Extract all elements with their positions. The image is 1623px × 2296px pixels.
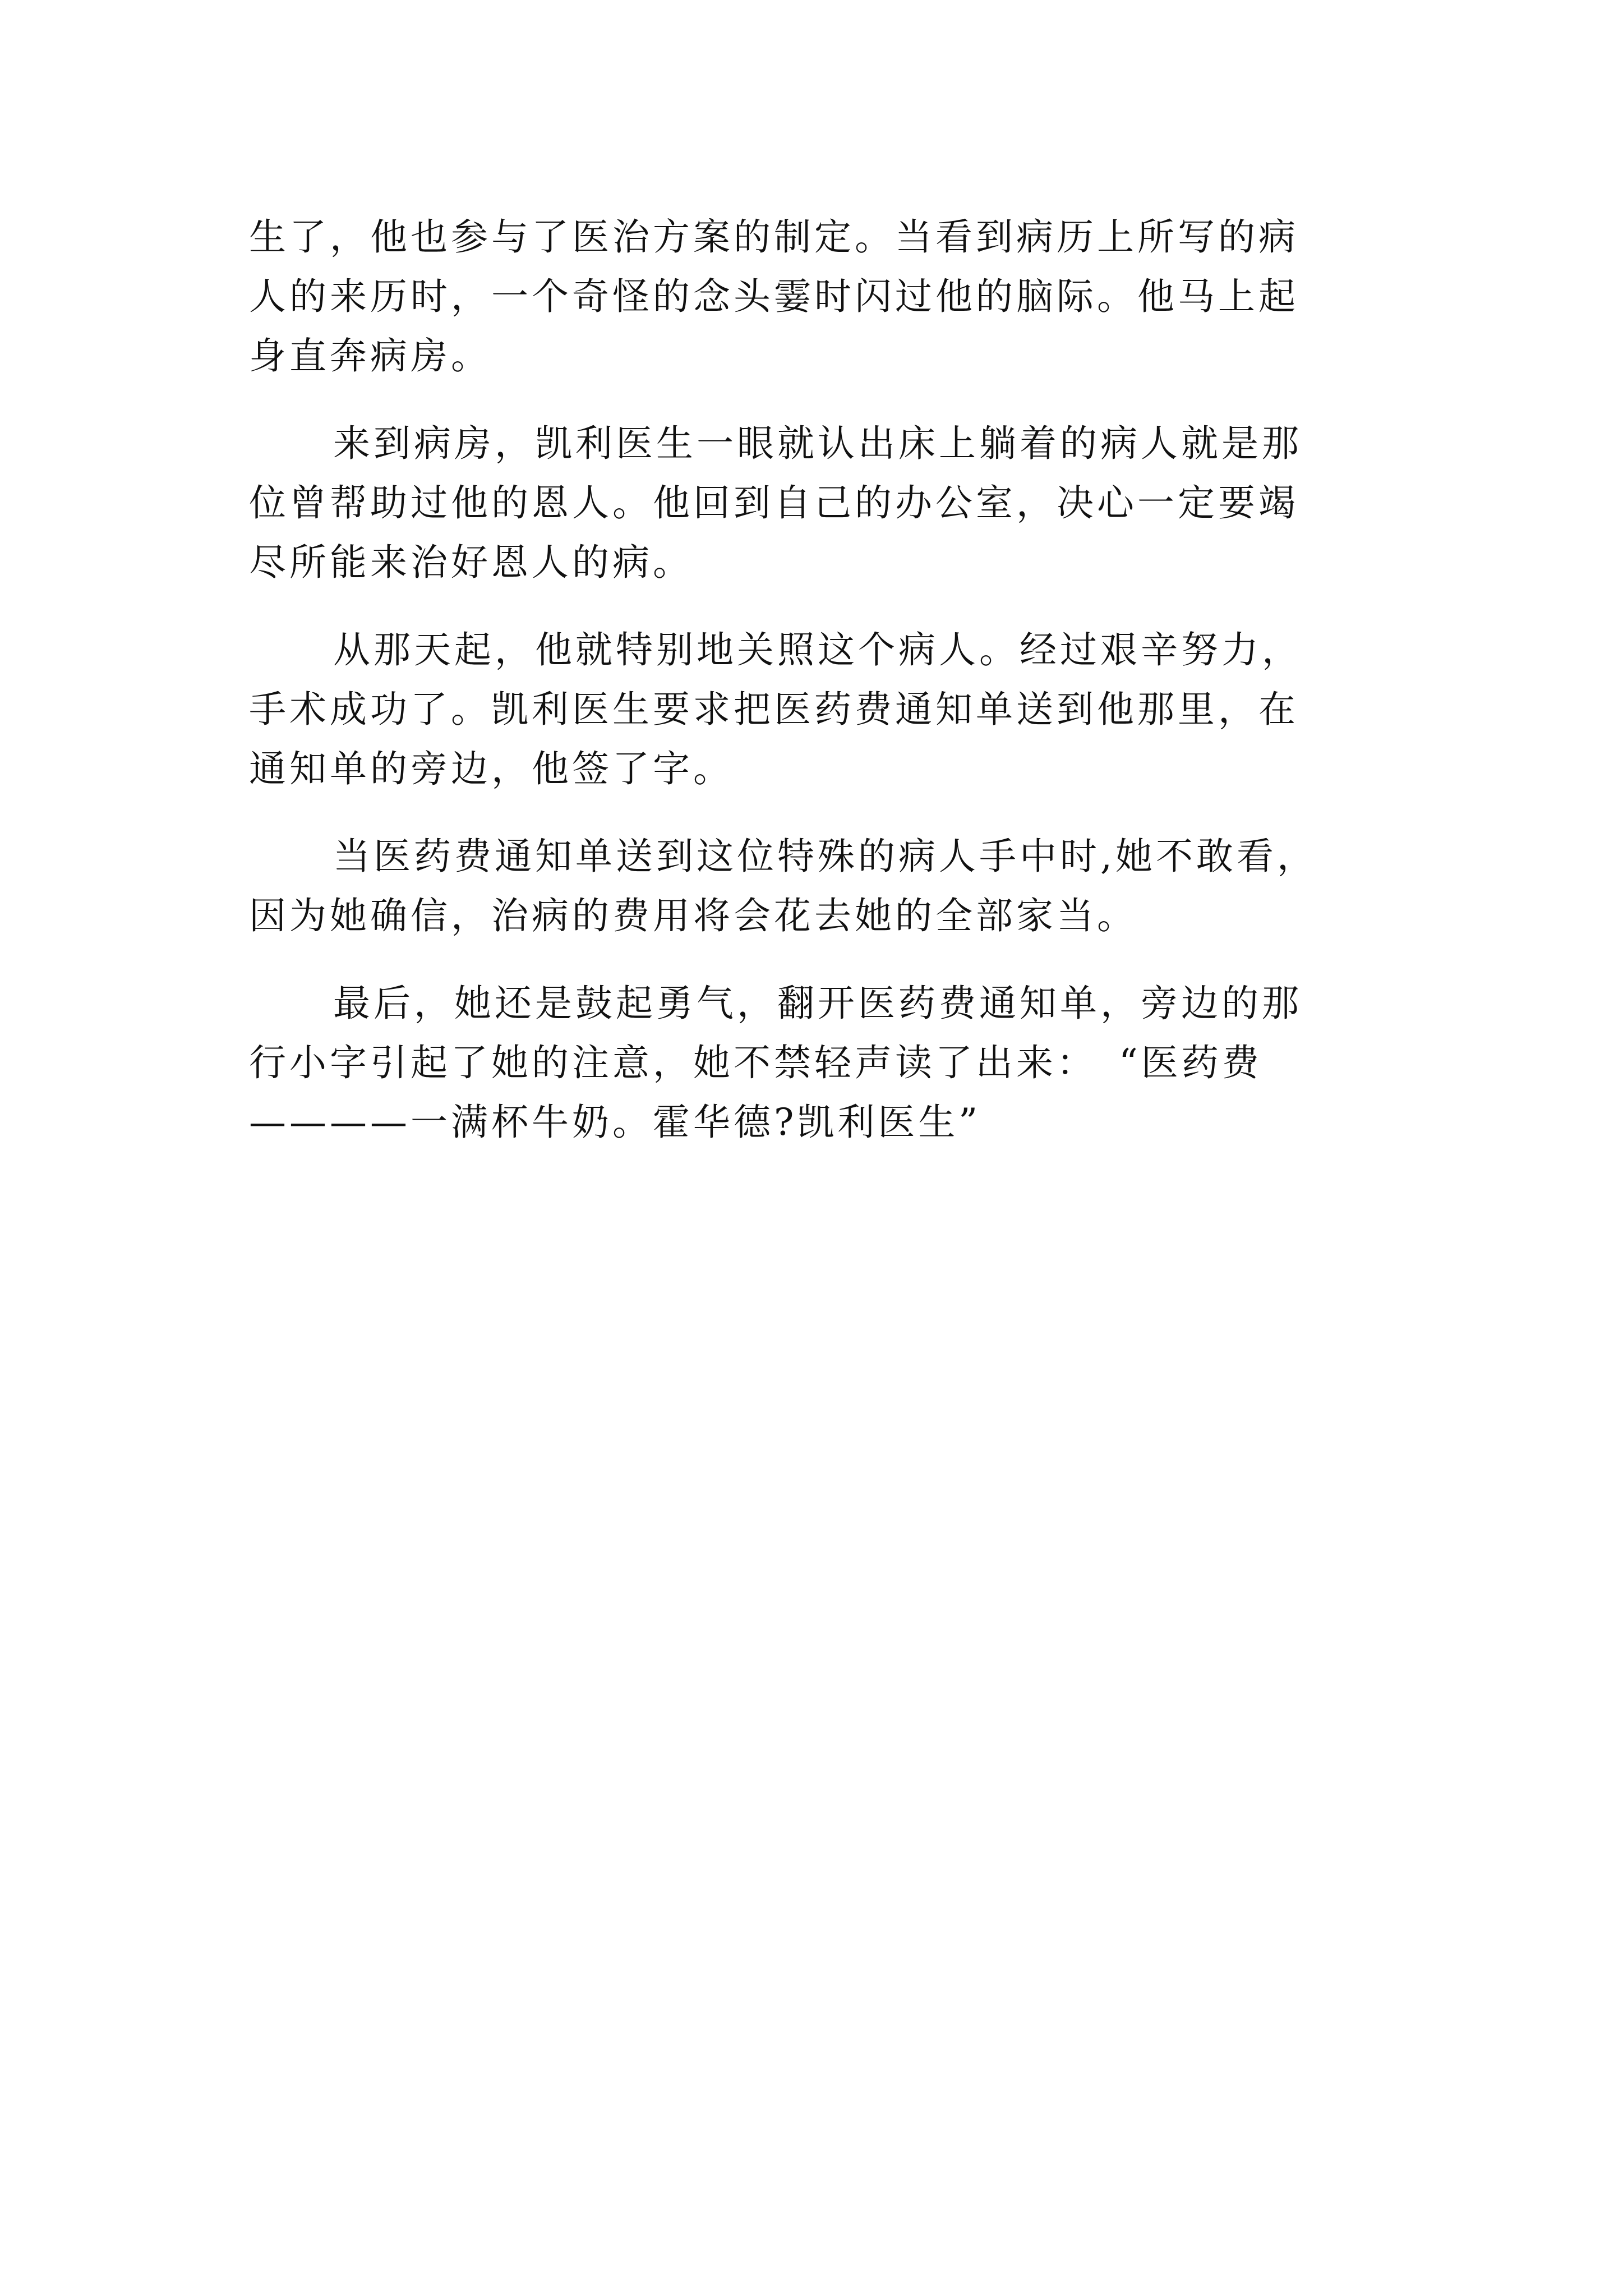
text-line: 位曾帮助过他的恩人。他回到自己的办公室，决心一定要竭	[249, 481, 1299, 524]
text-line: 因为她确信，治病的费用将会花去她的全部家当。	[249, 894, 1137, 937]
paragraph	[249, 620, 1393, 799]
paragraph	[249, 208, 1393, 386]
paragraph	[249, 974, 1393, 1152]
text-line: 尽所能来治好恩人的病。	[249, 541, 693, 584]
text-line: 人的来历时，一个奇怪的念头霎时闪过他的脑际。他马上起	[249, 275, 1299, 318]
text-line: ————一满杯牛奶。霍华德?凯利医生”	[249, 1101, 981, 1144]
text-line: 身直奔病房。	[249, 334, 491, 378]
text-line: 行小字引起了她的注意，她不禁轻声读了出来： “医药费	[249, 1041, 1262, 1084]
text-line: 手术成功了。凯利医生要求把医药费通知单送到他那里，在	[249, 688, 1299, 731]
text-line: 从那天起，他就特别地关照这个病人。经过艰辛努力，	[333, 628, 1302, 671]
text-line: 生了，他也参与了医治方案的制定。当看到病历上所写的病	[249, 215, 1299, 259]
body-text	[249, 208, 1393, 1152]
text-line: 当医药费通知单送到这位特殊的病人手中时,她不敢看，	[333, 835, 1317, 878]
text-line: 来到病房，凯利医生一眼就认出床上躺着的病人就是那	[333, 422, 1302, 465]
text-line: 最后，她还是鼓起勇气，翻开医药费通知单，旁边的那	[333, 982, 1302, 1025]
paragraph	[249, 827, 1393, 946]
paragraph	[249, 414, 1393, 592]
text-line: 通知单的旁边，他签了字。	[249, 747, 734, 790]
